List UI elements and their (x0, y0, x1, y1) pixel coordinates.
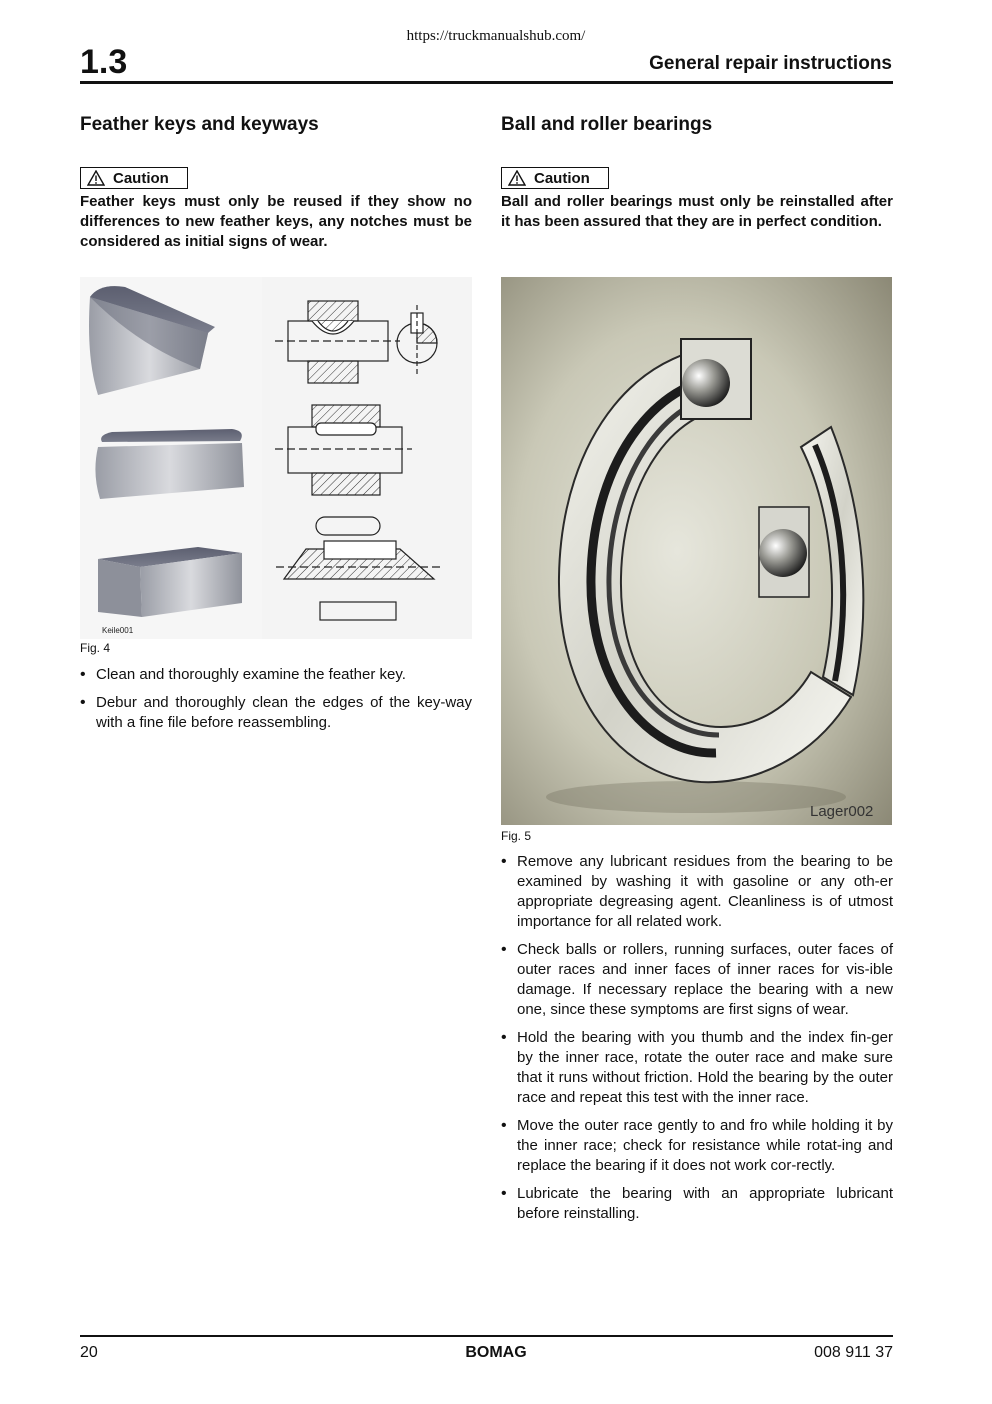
bearings-section (501, 113, 893, 232)
figure-4-caption: Fig. 4 (80, 641, 111, 655)
document-number: 008 911 37 (814, 1344, 893, 1361)
bearings-instructions (501, 852, 893, 1232)
figure-code: Keile001 (102, 626, 134, 635)
warning-icon (87, 170, 105, 186)
feather-keys-heading: Feather keys and keyways (80, 114, 319, 135)
list-item: • Clean and thoroughly examine the feather key. (80, 665, 472, 685)
list-item: • Hold the bearing with you thumb and the index fin-ger by the inner race, rotate the outer race and make sure that it runs without friction. Hold the bearing by the outer race and repeat this test with the inner race. (501, 1028, 893, 1108)
feather-keys-figure (80, 277, 472, 639)
brand-name: BOMAG (465, 1344, 527, 1361)
bearings-heading: Ball and roller bearings (501, 114, 713, 135)
caution-label: Caution (113, 169, 169, 187)
caution-text: Feather keys must only be reused if they show no differences to new feather keys, any notches must be considered as initial signs of wear. (80, 193, 472, 250)
feather-keys-section (80, 113, 472, 252)
footer-rule (80, 1335, 893, 1337)
caution-label: Caution (534, 169, 590, 187)
figure-code: Lager002 (810, 803, 874, 820)
bearing-photo (501, 277, 892, 825)
header-rule (80, 81, 893, 84)
page-number: 20 (80, 1344, 98, 1361)
caution-box (501, 167, 609, 189)
caution-text: Ball and roller bearings must only be reinstalled after it has been assured that they are in perfect condition. (501, 193, 893, 230)
list-item: • Check balls or rollers, running surfaces, outer faces of outer races and inner faces of inner races for vis-ible damage. If necessary replace the bearing with a new one, since these symptoms are first signs of wear. (501, 940, 893, 1020)
list-item: • Move the outer race gently to and fro while holding it by the inner race; check for resistance while rotat-ing and replace the bearing if it does not work cor-rectly. (501, 1116, 893, 1176)
list-item: • Debur and thoroughly clean the edges of the key-way with a fine file before reassembling. (80, 693, 472, 733)
section-number: 1.3 (80, 43, 128, 81)
list-item: • Lubricate the bearing with an appropriate lubricant before reinstalling. (501, 1184, 893, 1224)
source-url: https://truckmanualshub.com/ (406, 28, 586, 44)
section-title: General repair instructions (649, 53, 892, 74)
caution-box (80, 167, 188, 189)
rounded-feather-key-image (95, 429, 244, 499)
list-item: • Remove any lubricant residues from the bearing to be examined by washing it with gasoline or any oth-er appropriate degreasing agent. Cleanliness is of utmost importance for all related work. (501, 852, 893, 932)
figure-5-caption: Fig. 5 (501, 829, 532, 843)
feather-keys-instructions (80, 665, 472, 741)
warning-icon (508, 170, 526, 186)
